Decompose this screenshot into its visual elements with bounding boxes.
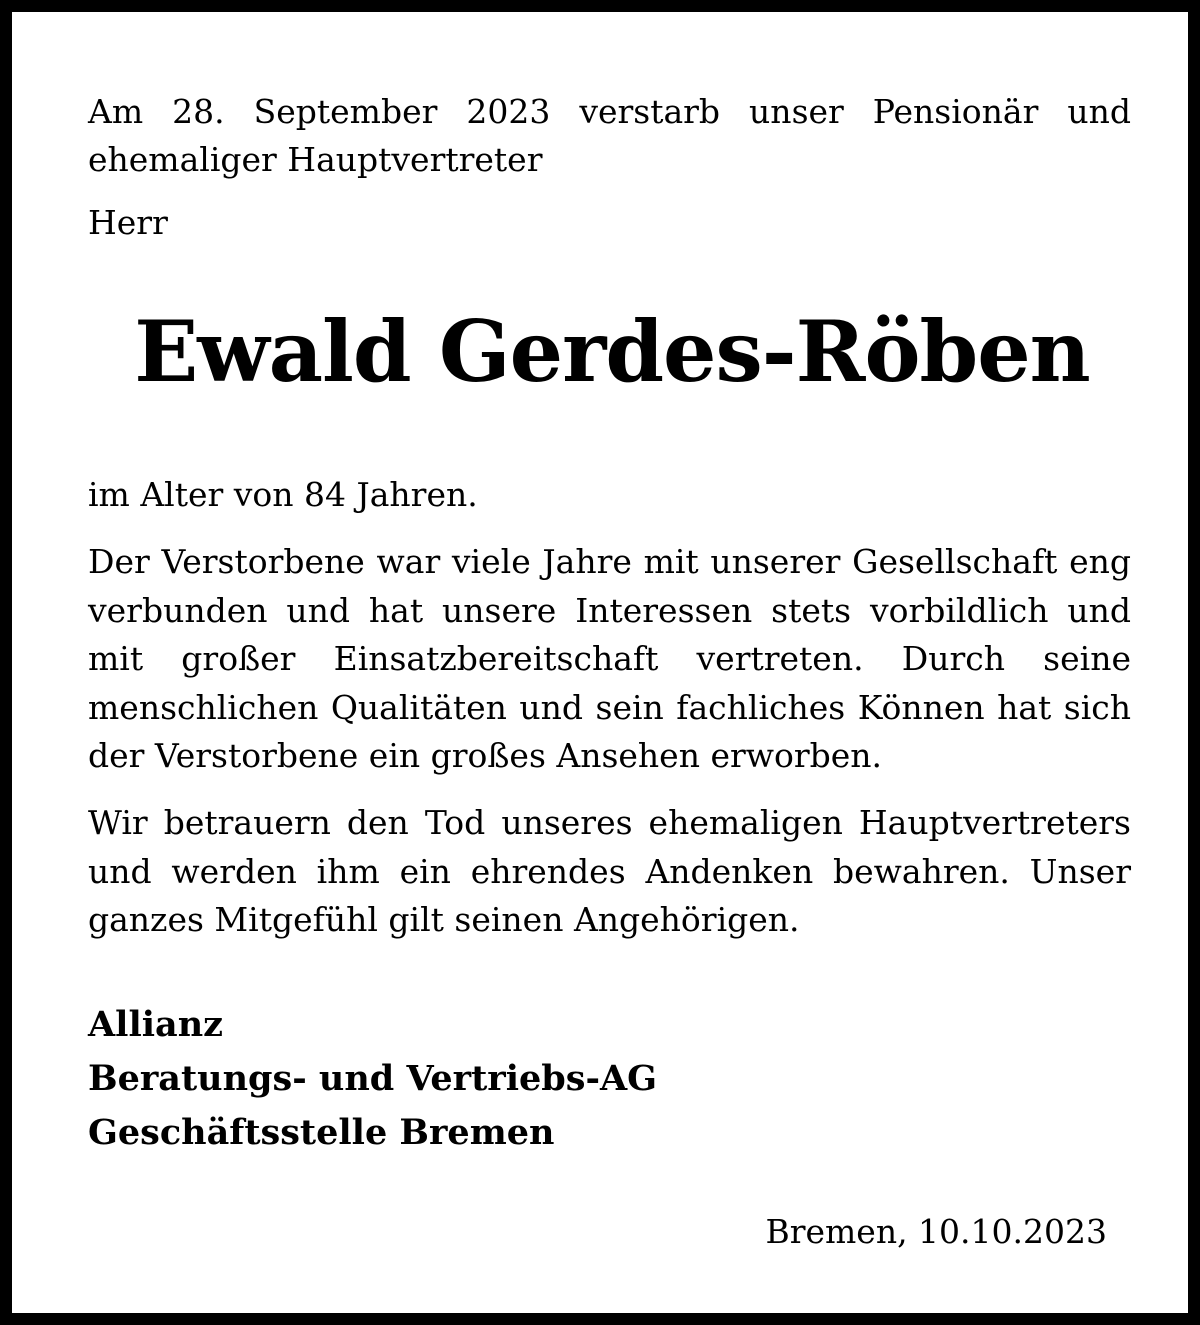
sender-line-division: Beratungs- und Vertriebs-AG: [88, 1058, 658, 1099]
sender-line-company: Allianz: [88, 1004, 224, 1045]
tribute-paragraph: Der Verstorbene war viele Jahre mit unserer Gesellschaft eng verbunden und hat unsere Interessen stets vorbildlich und mit großer Einsatzbereitschaft vertreten. Durch seine menschlichen Qualitäten und sein fachliches Können hat sich der Verstorbene ein großes Ansehen erworben.: [88, 542, 1131, 775]
age-line: im Alter von 84 Jahren.: [88, 475, 478, 514]
place-date: Bremen, 10.10.2023: [765, 1212, 1107, 1251]
deceased-name: Ewald Gerdes-Röben: [134, 302, 1090, 401]
salutation: Herr: [88, 203, 168, 242]
sender-line-office: Geschäftsstelle Bremen: [88, 1112, 555, 1153]
condolence-paragraph: Wir betrauern den Tod unseres ehemaligen Hauptvertreters und werden ihm ein ehrendes Andenken bewahren. Unser ganzes Mitgefühl gilt seinen Angehörigen.: [88, 803, 1131, 939]
sender-block: [88, 998, 657, 1160]
intro-text: Am 28. September 2023 verstarb unser Pensionär und ehemaliger Hauptvertreter: [88, 92, 1131, 179]
